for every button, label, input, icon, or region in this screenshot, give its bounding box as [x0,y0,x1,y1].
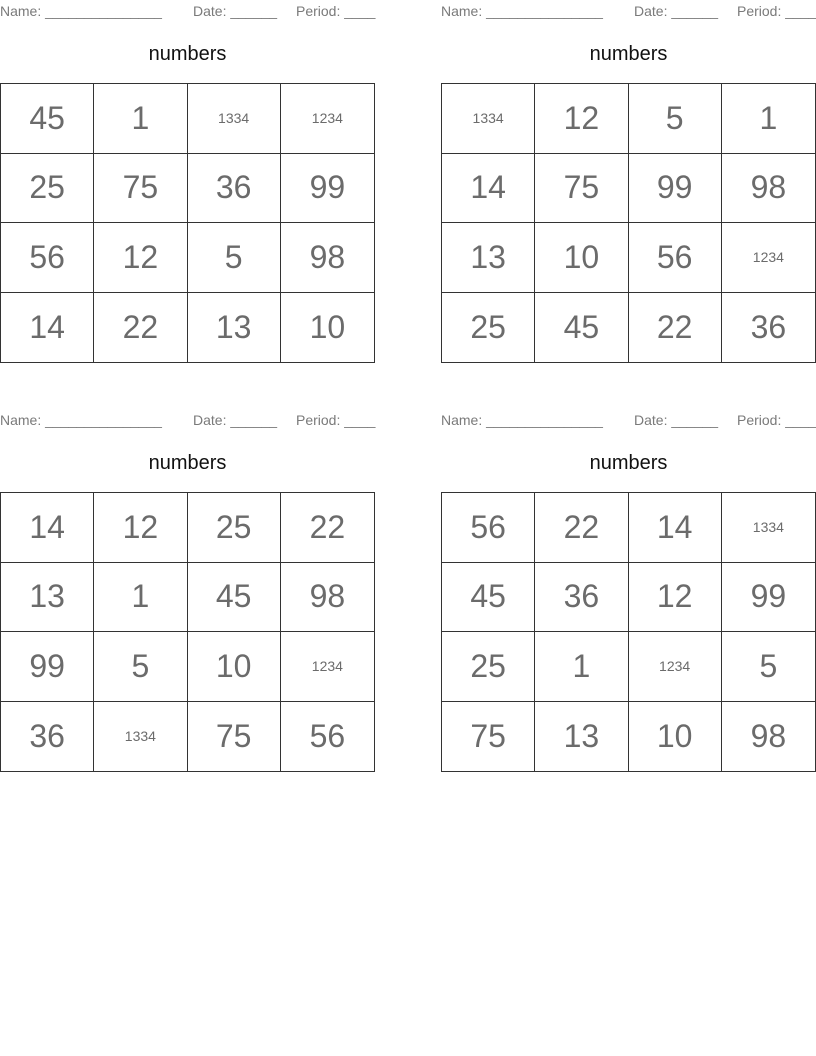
bingo-card-3 [0,409,375,773]
number-grid [0,492,375,772]
grid-cell: 36 [1,702,94,772]
number-grid [441,492,816,772]
grid-cell: 75 [188,702,281,772]
grid-cell: 12 [629,563,722,633]
grid-cell: 13 [442,223,535,293]
grid-cell: 1234 [281,84,374,154]
date-field-label: Date: ______ [634,3,719,19]
grid-cell: 13 [1,563,94,633]
grid-cell: 45 [1,84,94,154]
grid-cell: 1234 [722,223,815,293]
grid-cell: 10 [309,308,346,345]
grid-cell: 10 [629,702,722,772]
grid-cell: 56 [442,493,535,563]
card-title: numbers [589,452,668,474]
name-field-label: Name: _______________ [441,412,603,428]
grid-cell: 1 [94,563,187,633]
grid-cell: 25 [442,293,535,363]
period-field-label: Period: ____ [737,3,816,19]
period-field-label: Period: ____ [737,412,816,428]
grid-cell: 98 [281,223,374,293]
bingo-card-4 [441,409,816,773]
name-field-label: Name: _______________ [0,3,162,19]
grid-cell: 36 [535,563,628,633]
grid-cell: 56 [309,717,346,754]
grid-cell: 25 [442,632,535,702]
grid-cell: 22 [281,493,374,563]
card-header [441,411,816,429]
grid-cell: 12 [94,223,187,293]
grid-cell: 45 [188,563,281,633]
grid-cell: 5 [94,632,187,702]
name-field-label: Name: _______________ [441,3,603,19]
grid-cell: 1 [722,84,815,154]
card-header [0,2,375,20]
grid-cell: 25 [188,493,281,563]
grid-cell: 1 [535,632,628,702]
grid-cell: 14 [442,154,535,224]
grid-cell: 10 [188,632,281,702]
grid-cell: 22 [94,293,187,363]
grid-cell: 25 [1,154,94,224]
grid-cell: 98 [750,717,787,754]
grid-cell: 98 [722,154,815,224]
grid-cell: 22 [535,493,628,563]
grid-cell: 10 [535,223,628,293]
grid-cell: 5 [629,84,722,154]
grid-cell: 12 [535,84,628,154]
grid-cell: 14 [629,493,722,563]
grid-cell: 75 [442,702,535,772]
grid-cell: 14 [1,293,94,363]
grid-cell: 1334 [442,84,535,154]
grid-cell: 1334 [188,84,281,154]
grid-cell: 13 [188,293,281,363]
date-field-label: Date: ______ [634,412,719,428]
grid-cell: 56 [1,223,94,293]
card-title: numbers [148,452,227,474]
grid-cell: 1334 [722,493,815,563]
grid-cell: 1334 [94,702,187,772]
number-grid [441,83,816,363]
card-header [0,411,375,429]
period-field-label: Period: ____ [296,3,376,19]
card-header [441,2,816,20]
grid-cell: 56 [629,223,722,293]
grid-cell: 1234 [281,632,374,702]
number-grid [0,83,375,363]
grid-cell: 99 [722,563,815,633]
grid-cell: 99 [281,154,374,224]
grid-cell: 99 [629,154,722,224]
card-title: numbers [589,43,668,65]
grid-cell: 45 [535,293,628,363]
grid-cell: 99 [1,632,94,702]
grid-cell: 98 [281,563,374,633]
grid-cell: 75 [535,154,628,224]
grid-cell: 36 [750,308,787,345]
date-field-label: Date: ______ [193,3,278,19]
period-field-label: Period: ____ [296,412,376,428]
grid-cell: 5 [722,632,815,702]
bingo-card-2 [441,0,816,364]
date-field-label: Date: ______ [193,412,278,428]
name-field-label: Name: _______________ [0,412,162,428]
bingo-card-1 [0,0,375,364]
grid-cell: 1234 [629,632,722,702]
grid-cell: 75 [94,154,187,224]
grid-cell: 5 [188,223,281,293]
grid-cell: 13 [535,702,628,772]
grid-cell: 14 [1,493,94,563]
grid-cell: 22 [629,293,722,363]
grid-cell: 45 [442,563,535,633]
grid-cell: 36 [188,154,281,224]
grid-cell: 1 [94,84,187,154]
grid-cell: 12 [94,493,187,563]
card-title: numbers [148,43,227,65]
